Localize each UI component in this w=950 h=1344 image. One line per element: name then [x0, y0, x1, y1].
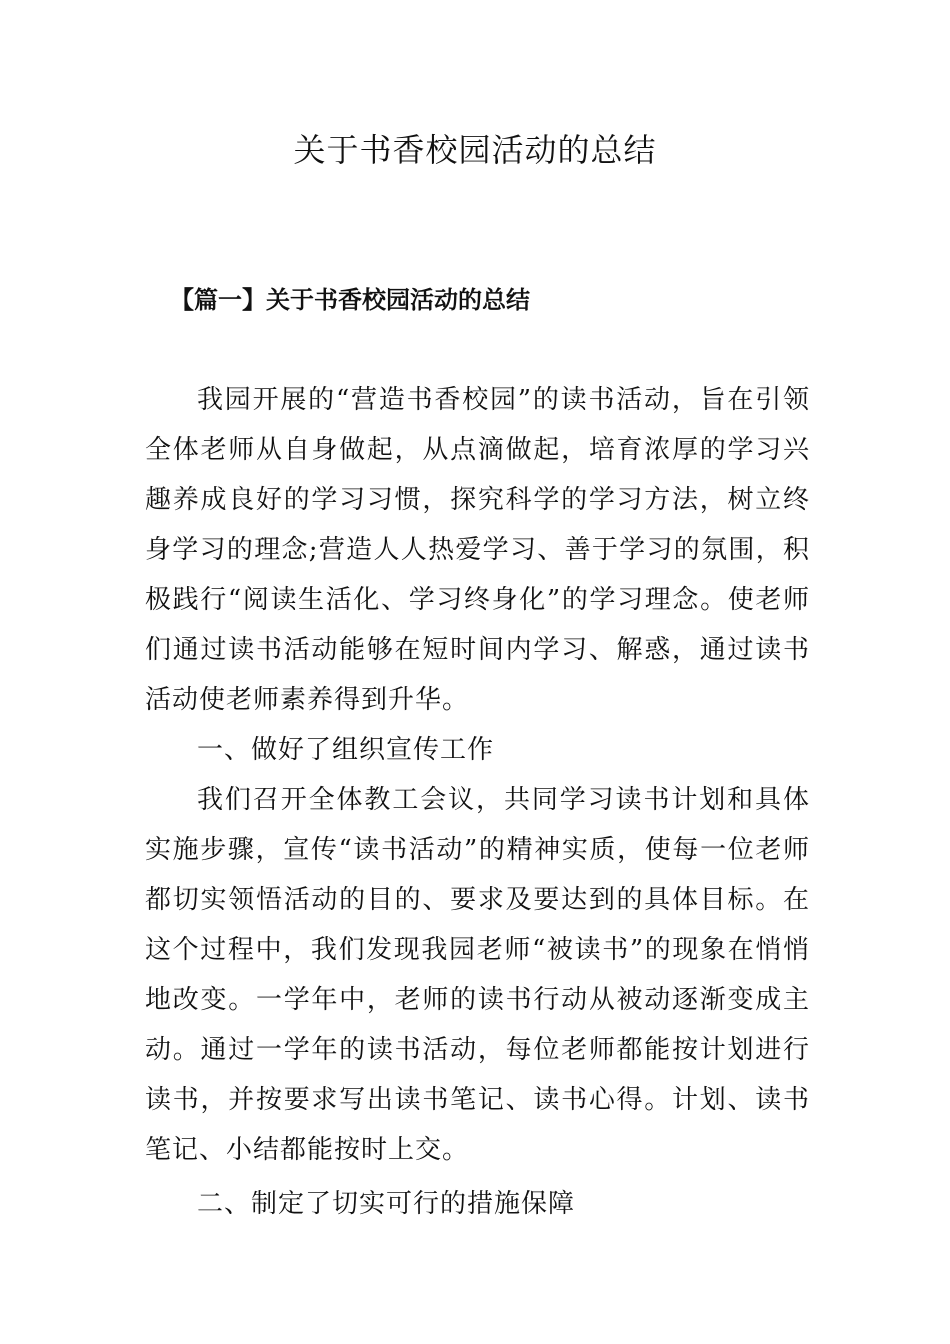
document-body	[145, 375, 810, 1229]
paragraph-organization: 我们召开全体教工会议，共同学习读书计划和具体实施步骤，宣传“读书活动”的精神实质，使每一位老师都切实领悟活动的目的、要求及要达到的具体目标。在这个过程中，我们发现我园老师“被读书”的现象在悄悄地改变。一学年中，老师的读书行动从被动逐渐变成主动。通过一学年的读书活动，每位老师都能按计划进行读书，并按要求写出读书笔记、读书心得。计划、读书笔记、小结都能按时上交。	[145, 785, 810, 1165]
section-heading: 【篇一】关于书香校园活动的总结	[170, 285, 530, 314]
document-title: 关于书香校园活动的总结	[293, 131, 657, 169]
subheading-measures: 二、制定了切实可行的措施保障	[197, 1189, 576, 1219]
subheading-organization: 一、做好了组织宣传工作	[197, 735, 495, 765]
paragraph-intro: 我园开展的“营造书香校园”的读书活动，旨在引领全体老师从自身做起，从点滴做起，培育浓厚的学习兴趣养成良好的学习习惯，探究科学的学习方法，树立终身学习的理念;营造人人热爱学习、善于学习的氛围，积极践行“阅读生活化、学习终身化”的学习理念。使老师们通过读书活动能够在短时间内学习、解惑，通过读书活动使老师素养得到升华。	[145, 385, 810, 715]
